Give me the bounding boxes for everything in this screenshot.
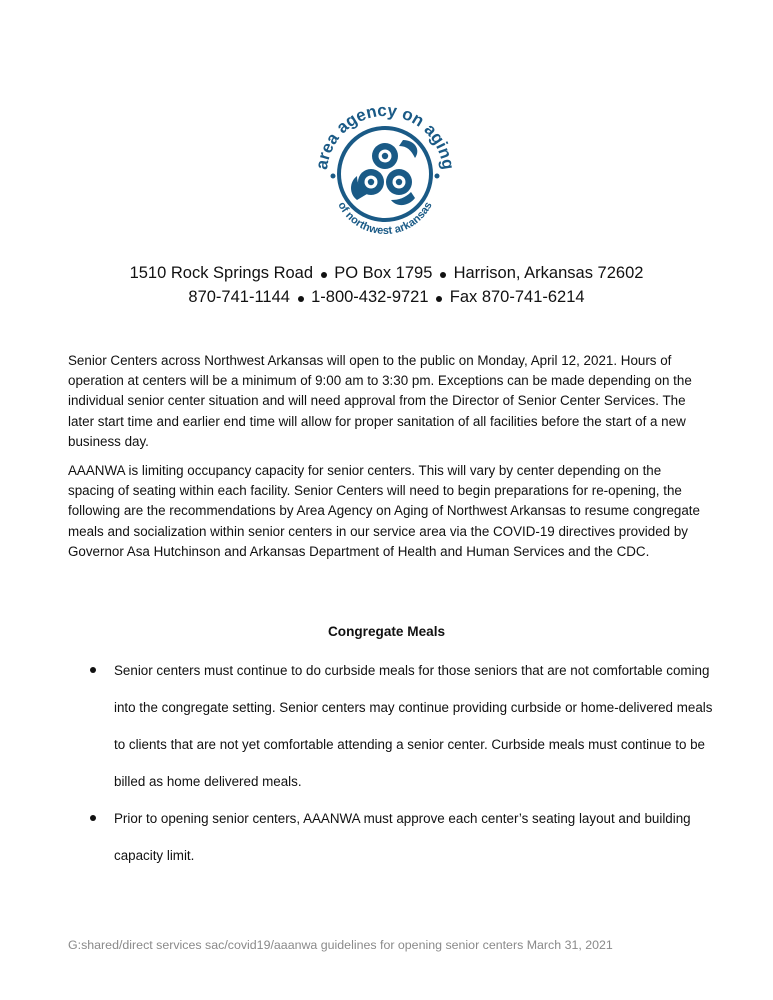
paragraph-opening-hours: Senior Centers across Northwest Arkansas will open to the public on Monday, April 12, 2021. Hours of operation at centers will be a minimum of 9:00 am to 3:30 pm. Exceptions can be made depending on the individual senior center situation and will need approval from the Director of Senior Center Services. The later start time and earlier end time will allow for proper sanitation of all facilities before the start of a new business day. bbox=[68, 353, 692, 449]
address-line-2 bbox=[0, 285, 773, 309]
bullet-separator bbox=[298, 296, 304, 302]
logo-top-text: area agency on aging bbox=[312, 100, 458, 171]
city-state-zip: Harrison, Arkansas 72602 bbox=[453, 264, 644, 282]
po-box: PO Box 1795 bbox=[334, 264, 433, 282]
toll-free-number: 1-800-432-9721 bbox=[311, 288, 429, 306]
street-address: 1510 Rock Springs Road bbox=[129, 264, 314, 282]
bullet-separator bbox=[321, 272, 327, 278]
agency-logo bbox=[311, 100, 459, 248]
file-path-footer: G:shared/direct services sac/covid19/aaanwa guidelines for opening senior centers March 31, 2021 bbox=[68, 938, 613, 952]
list-item-text: Senior centers must continue to do curbside meals for those seniors that are not comfortable coming into the congregate setting. Senior centers may continue providing curbside or home-delivered meals to clients that are not yet comfortable attending a senior center. Curbside meals must continue to be billed as home delivered meals. bbox=[114, 663, 713, 789]
address-line-1 bbox=[0, 261, 773, 285]
list-item bbox=[68, 652, 718, 800]
bullet-separator bbox=[440, 272, 446, 278]
section-heading: Congregate Meals bbox=[327, 624, 446, 639]
bullet-icon bbox=[90, 667, 96, 673]
phone-number: 870-741-1144 bbox=[188, 288, 290, 306]
fax-number: Fax 870-741-6214 bbox=[449, 288, 585, 306]
bullet-separator bbox=[436, 296, 442, 302]
list-item-text: Prior to opening senior centers, AAANWA must approve each center’s seating layout and building capacity limit. bbox=[114, 811, 691, 863]
paragraph-occupancy: AAANWA is limiting occupancy capacity for senior centers. This will vary by center depending on the spacing of seating within each facility. Senior Centers will need to begin preparations for re-opening, the following are the recommendations by Area Agency on Aging of Northwest Arkansas to resume congregate meals and socialization within senior centers in our service area via the COVID-19 directives provided by Governor Asa Hutchinson and Arkansas Department of Health and Human Services and the CDC. bbox=[68, 463, 700, 559]
logo-bottom-text: of northwest arkansas bbox=[335, 200, 435, 238]
bullet-icon bbox=[90, 815, 96, 821]
list-item bbox=[68, 800, 718, 874]
bullet-list bbox=[68, 652, 718, 874]
